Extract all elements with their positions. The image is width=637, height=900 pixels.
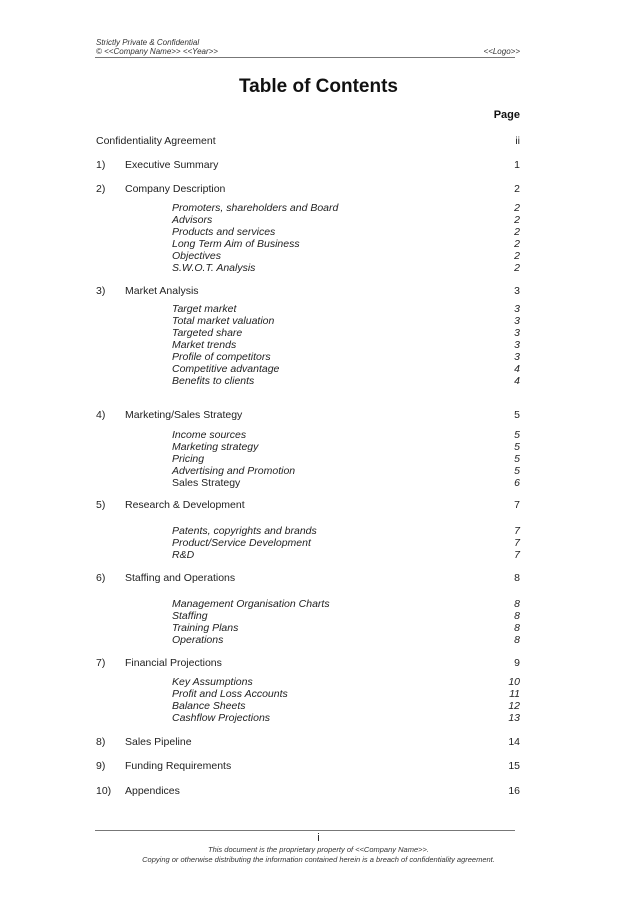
toc-subsection[interactable]: [0, 226, 637, 238]
toc-subsection-label: Profile of competitors: [172, 351, 271, 363]
toc-subsection-label: Objectives: [172, 250, 222, 262]
toc-section-page: 1: [514, 159, 520, 171]
toc-section-label: Financial Projections: [125, 657, 222, 669]
toc-subsection-label: Training Plans: [172, 622, 239, 634]
header-confidential-text: Strictly Private & Confidential: [96, 38, 200, 47]
toc-subsection-page: 12: [508, 700, 520, 712]
toc-section-number: 9): [96, 760, 106, 772]
toc-subsection[interactable]: [0, 537, 637, 549]
toc-section-number: 8): [96, 736, 106, 748]
toc-entry-confidentiality[interactable]: [0, 134, 637, 148]
toc-subsection[interactable]: [0, 549, 637, 561]
toc-subsection[interactable]: [0, 214, 637, 226]
toc-subsection-label: Product/Service Development: [172, 537, 311, 549]
toc-subsection[interactable]: [0, 634, 637, 646]
toc-section-5[interactable]: [0, 498, 637, 512]
toc-subsection[interactable]: [0, 477, 637, 489]
page-title: Table of Contents: [238, 76, 399, 97]
toc-section-number: 3): [96, 285, 106, 297]
toc-subsection[interactable]: [0, 238, 637, 250]
toc-section-number: 4): [96, 409, 106, 421]
toc-subsection[interactable]: [0, 303, 637, 315]
toc-subsection-label: Management Organisation Charts: [172, 598, 330, 610]
footer-page-number: i: [317, 832, 320, 844]
toc-subsection-label: S.W.O.T. Analysis: [172, 262, 256, 274]
toc-subsection-label: Key Assumptions: [172, 676, 253, 688]
toc-section-number: 10): [96, 785, 112, 797]
toc-subsection-label: Profit and Loss Accounts: [172, 688, 288, 700]
toc-section-label: Market Analysis: [125, 285, 199, 297]
toc-section-3[interactable]: [0, 284, 637, 298]
toc-subsection-label: Operations: [172, 634, 224, 646]
toc-subsection-page: 2: [514, 226, 520, 238]
toc-section-label: Appendices: [125, 785, 180, 797]
toc-subsection-label: Patents, copyrights and brands: [172, 525, 317, 537]
toc-section-label: Marketing/Sales Strategy: [125, 409, 243, 421]
toc-subsection-label: Products and services: [172, 226, 276, 238]
toc-subsection[interactable]: [0, 676, 637, 688]
toc-subsection[interactable]: [0, 622, 637, 634]
toc-subsection-label: Advisors: [172, 214, 213, 226]
toc-section-number: 1): [96, 159, 106, 171]
toc-section-number: 7): [96, 657, 106, 669]
toc-subsection[interactable]: [0, 598, 637, 610]
toc-subsection-label: Marketing strategy: [172, 441, 259, 453]
toc-subsection-label: Benefits to clients: [172, 375, 255, 387]
footer-divider: [95, 830, 515, 831]
toc-subsection-page: 5: [514, 453, 520, 465]
toc-section-label: Staffing and Operations: [125, 572, 236, 584]
toc-subsection-label: Total market valuation: [172, 315, 275, 327]
toc-subsection[interactable]: [0, 202, 637, 214]
toc-subsection-label: Advertising and Promotion: [172, 465, 296, 477]
toc-section-1[interactable]: [0, 158, 637, 172]
toc-subsection-label: Competitive advantage: [172, 363, 280, 375]
toc-subsection-page: 10: [508, 676, 520, 688]
toc-subsection-page: 3: [514, 327, 520, 339]
toc-subsection-page: 4: [514, 363, 520, 375]
toc-subsection-page: 3: [514, 315, 520, 327]
toc-subsection[interactable]: [0, 465, 637, 477]
toc-section-page: 5: [514, 409, 520, 421]
toc-section-label: Funding Requirements: [125, 760, 232, 772]
toc-subsection-page: 7: [514, 537, 520, 549]
toc-subsection[interactable]: [0, 351, 637, 363]
toc-subsection-label: R&D: [172, 549, 195, 561]
toc-subsection-page: 3: [514, 351, 520, 363]
toc-section-page: 7: [514, 499, 520, 511]
toc-section-9[interactable]: [0, 759, 637, 773]
toc-subsection-label: Balance Sheets: [172, 700, 246, 712]
toc-section-label: Research & Development: [125, 499, 245, 511]
toc-section-6[interactable]: [0, 571, 637, 585]
footer-proprietary-notice: This document is the proprietary property of <<Company Name>>.: [208, 845, 429, 854]
toc-subsection-page: 8: [514, 598, 520, 610]
toc-subsection[interactable]: [0, 429, 637, 441]
toc-subsection[interactable]: [0, 315, 637, 327]
toc-section-7[interactable]: [0, 656, 637, 670]
toc-section-number: 5): [96, 499, 106, 511]
toc-subsection[interactable]: [0, 700, 637, 712]
toc-subsection-label: Income sources: [172, 429, 247, 441]
toc-subsection-page: 3: [514, 339, 520, 351]
toc-subsection[interactable]: [0, 250, 637, 262]
toc-subsection-page: 8: [514, 634, 520, 646]
toc-subsection-page: 2: [514, 214, 520, 226]
toc-subsection-label: Cashflow Projections: [172, 712, 271, 724]
toc-subsection-page: 7: [514, 549, 520, 561]
toc-subsection[interactable]: [0, 525, 637, 537]
toc-subsection-label: Targeted share: [172, 327, 243, 339]
toc-section-page: 3: [514, 285, 520, 297]
toc-subsection-page: 11: [509, 688, 520, 700]
toc-section-10[interactable]: [0, 784, 637, 798]
header-divider: [95, 57, 515, 58]
toc-subsection[interactable]: [0, 688, 637, 700]
toc-subsection-page: 8: [514, 610, 520, 622]
toc-subsection-page: 8: [514, 622, 520, 634]
toc-subsection-page: 4: [514, 375, 520, 387]
toc-section-number: 6): [96, 572, 106, 584]
toc-subsection-page: 6: [514, 477, 520, 489]
toc-subsection-page: 3: [514, 303, 520, 315]
toc-section-page: 9: [514, 657, 520, 669]
toc-subsection[interactable]: [0, 327, 637, 339]
toc-subsection[interactable]: [0, 453, 637, 465]
footer-confidentiality-notice: Copying or otherwise distributing the information contained herein is a breach of confidentiality agreement.: [142, 855, 495, 864]
toc-subsection-page: 5: [514, 465, 520, 477]
toc-subsection[interactable]: [0, 339, 637, 351]
toc-subsection[interactable]: [0, 712, 637, 724]
toc-entry-label: Confidentiality Agreement: [96, 135, 216, 147]
header-logo-placeholder: <<Logo>>: [483, 47, 520, 56]
toc-subsection-page: 13: [508, 712, 520, 724]
header-copyright-text: © <<Company Name>> <<Year>>: [96, 47, 218, 56]
toc-subsection-page: 2: [514, 238, 520, 250]
toc-subsection-label: Pricing: [172, 453, 205, 465]
toc-section-page: 2: [514, 183, 520, 195]
toc-section-page: 8: [514, 572, 520, 584]
toc-subsection-label: Target market: [172, 303, 237, 315]
toc-subsection-label: Promoters, shareholders and Board: [172, 202, 339, 214]
toc-subsection-page: 5: [514, 429, 520, 441]
toc-section-page: 15: [508, 760, 520, 772]
toc-section-4[interactable]: [0, 408, 637, 422]
toc-subsection-page: 5: [514, 441, 520, 453]
page-column-header: Page: [493, 109, 520, 121]
toc-section-2[interactable]: [0, 182, 637, 196]
toc-subsection-page: 2: [514, 202, 520, 214]
toc-subsection-label: Sales Strategy: [172, 477, 241, 489]
toc-subsection-page: 2: [514, 250, 520, 262]
toc-subsection[interactable]: [0, 441, 637, 453]
toc-section-label: Executive Summary: [125, 159, 219, 171]
toc-subsection-label: Staffing: [172, 610, 208, 622]
toc-subsection[interactable]: [0, 610, 637, 622]
toc-subsection-label: Long Term Aim of Business: [172, 238, 300, 250]
toc-section-page: 16: [508, 785, 520, 797]
toc-subsection-label: Market trends: [172, 339, 237, 351]
toc-section-label: Sales Pipeline: [125, 736, 192, 748]
toc-subsection[interactable]: [0, 363, 637, 375]
toc-section-number: 2): [96, 183, 106, 195]
toc-subsection-page: 2: [514, 262, 520, 274]
toc-section-label: Company Description: [125, 183, 226, 195]
toc-subsection-page: 7: [514, 525, 520, 537]
toc-subsection[interactable]: [0, 375, 637, 387]
toc-subsection[interactable]: [0, 262, 637, 274]
toc-section-8[interactable]: [0, 735, 637, 749]
toc-entry-page: ii: [515, 135, 520, 147]
toc-section-page: 14: [508, 736, 520, 748]
